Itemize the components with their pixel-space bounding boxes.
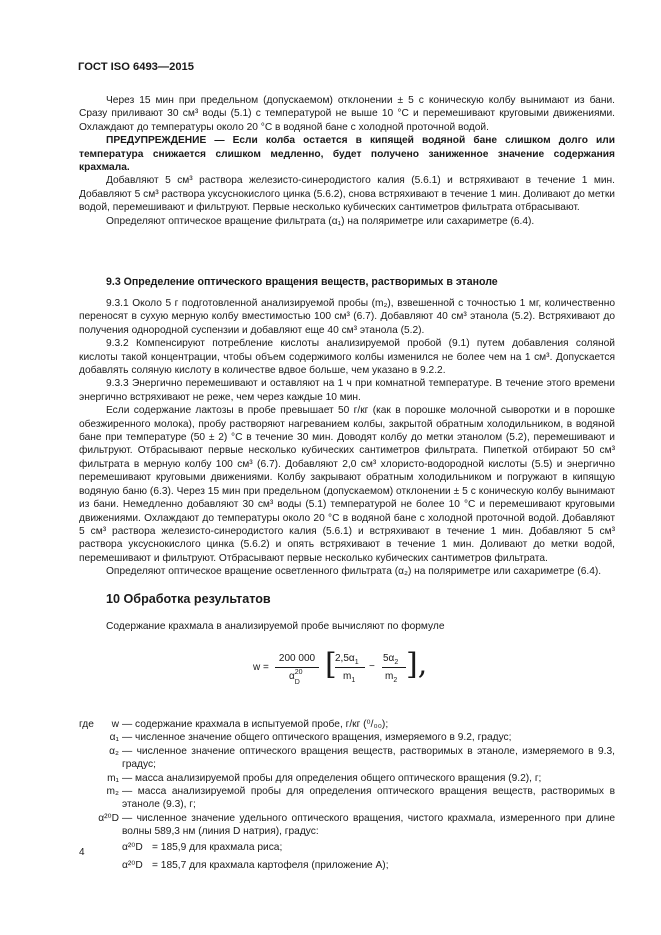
value-row xyxy=(79,859,615,872)
value-row xyxy=(79,841,615,854)
paragraph-9-3-3: 9.3.3 Энергично перемешивают и оставляют на 1 ч при комнатной температуре. В течение этого времени энергично встряхивают не реже, чем через каждые 10 мин. xyxy=(79,378,615,403)
def-symbol: α²⁰D xyxy=(98,812,119,824)
paragraph-lactose: Если содержание лактозы в пробе превышает 50 г/кг (как в порошке молочной сыворотки и в порошке обезжиренного молока), пробу растворяют нагреванием колбы, закрытой обратным холодильником, в водяной бане при температуре (50 ± 2) °С в течение 30 мин. Доводят колбу до метки этанолом (5.2), перемешивают и фильтруют. Отбрасывают первые несколько кубических сантиметров фильтрата. Пипеткой отбирают 50 см³ фильтрата в мерную колбу 100 см³ (6.7). Добавляют 2,0 см³ хлористо-водородной кислоты (5.5) и энергично перемешивают круговыми движениями. Колбу закрывают обратным холодильником и погружают в кипящую водяную баню (6.3). Через 15 мин при предельном (допускаемом) отклонении ± 5 с коническую колбу вынимают из бани. Немедленно добавляют 30 см³ воды (5.1) температурой не более 10 °С и перемешивают круговыми движениями. Охлаждают до температуры около 20 °С в водяной бане с холодной проточной водой. Добавляют 5 см³ раствора железисто-синеродистого калия (5.6.1) и встряхивают в течение 1 мин. Добавляют 5 см³ раствора уксуснокислого цинка (5.6.2) и опять встряхивают в течение 1 мин. Доливают до метки водой, перемешивают и фильтруют. Отбрасывают первые несколько кубических сантиметров фильтрата. xyxy=(79,405,615,564)
def-symbol: w xyxy=(111,719,119,730)
fraction-bar xyxy=(275,667,319,668)
right-bracket: ], xyxy=(406,647,428,682)
def-text: — численное значение удельного оптического вращения, чистого крахмала, измеренного при длине волны 589,3 нм (линия D натрия), градус: xyxy=(122,812,615,838)
formula-minus: − xyxy=(369,661,375,672)
section-9-3-body xyxy=(79,297,615,579)
document-header: ГОСТ ISO 6493—2015 xyxy=(78,61,194,73)
section-heading-10: 10 Обработка результатов xyxy=(106,592,271,606)
fraction-bar xyxy=(335,667,365,668)
definition-row xyxy=(79,745,615,772)
value-text: = 185,7 для крахмала картофеля (приложение А); xyxy=(152,860,389,872)
paragraph: Через 15 мин при предельном (допускаемом) отклонении ± 5 с коническую колбу вынимают из бани. Сразу приливают 30 см³ воды (5.1) с температурой не выше 10 °С и перемешивают круговыми движениями. Охлаждают до температуры около 20 °С в водяной бане с холодной проточной водой. xyxy=(79,95,615,133)
formula-coef-den: α 20 D xyxy=(289,669,303,686)
section-heading-9-3: 9.3 Определение оптического вращения веществ, растворимых в этаноле xyxy=(106,276,498,288)
def-symbol: α₁ xyxy=(109,732,119,744)
definition-row xyxy=(79,812,615,839)
definition-row xyxy=(79,731,615,744)
fraction-bar xyxy=(382,667,406,668)
left-bracket: [ xyxy=(325,647,337,682)
value-symbol: α²⁰D xyxy=(122,860,143,872)
def-text: — масса анализируемой пробы для определения оптического вращения веществ, растворимых в этаноле (9.3), г; xyxy=(122,786,615,811)
paragraph-9-3-1: 9.3.1 Около 5 г подготовленной анализируемой пробы (m₂), взвешенной с точностью 1 мг, количественно переносят в сухую мерную колбу вместимостью 100 см³ (6.7). Добавляют 40 см³ этанола (5.2). Встряхивают до получения однородной суспензии и добавляют еще 40 см³ этанола (5.2). xyxy=(79,298,615,336)
formula-intro: Содержание крахмала в анализируемой пробе вычисляют по формуле xyxy=(106,621,445,632)
paragraph: Добавляют 5 см³ раствора железисто-синеродистого калия (5.6.1) и встряхивают в течение 1 мин. Добавляют 5 см³ раствора уксуснокислого цинка (5.6.2), снова встряхивают в течение 1 мин. Доливают до метки водой, перемешивают и фильтруют. Первые несколько кубических сантиметров фильтрата отбрасывают. xyxy=(79,175,615,214)
value-text: = 185,9 для крахмала риса; xyxy=(152,841,283,853)
term1-num: $2,5\alpha_1$ xyxy=(335,653,359,666)
def-symbol: m₂ xyxy=(106,786,119,798)
definition-row xyxy=(79,772,615,785)
term2-num: $5\alpha_2$ xyxy=(383,653,399,666)
formula-coef-num: 200 000 xyxy=(278,653,316,664)
paragraph-9-3-2: 9.3.2 Компенсируют потребление кислоты анализируемой пробой (9.1) путем добавления соляной кислоты такой концентрации, чтобы объем содержимого колбы изменился не более чем на 1 см³. Допускается добавлять соляную кислоту в количестве вдвое больше, чем указано в 9.2.2. xyxy=(79,338,615,377)
formula-lhs: w = xyxy=(253,662,269,673)
def-symbol: α₂ xyxy=(109,745,119,757)
term1-den: $m_1$ xyxy=(343,671,356,684)
def-text: — содержание крахмала в испытуемой пробе, г/кг (⁰/₀₀); xyxy=(122,719,389,730)
variable-definitions xyxy=(79,718,615,872)
def-text: — численное значение оптического вращения веществ, растворимых в этаноле, измеряемого в 9.3, градус; xyxy=(122,745,615,771)
def-symbol: m₁ xyxy=(107,772,119,784)
def-text: — численное значение общего оптического вращения, измеряемого в 9.2, градус; xyxy=(122,732,512,744)
term2-den: $m_2$ xyxy=(385,671,398,684)
page-number: 4 xyxy=(79,847,85,858)
value-symbol: α²⁰D xyxy=(122,841,143,853)
paragraph: Определяют оптическое вращение фильтрата (α₁) на поляриметре или сахариметре (6.4). xyxy=(106,215,535,227)
top-paragraphs xyxy=(79,94,615,228)
paragraph-rotation-2: Определяют оптическое вращение осветленного фильтрата (α₂) на поляриметре или сахариметре (6.4). xyxy=(106,566,602,578)
def-text: — масса анализируемой пробы для определения общего оптического вращения (9.2), г; xyxy=(122,772,542,784)
definition-row xyxy=(79,785,615,812)
definition-row: где w — содержание крахмала в испытуемой пробе, г/кг (⁰/₀₀); xyxy=(79,718,615,731)
warning-paragraph: ПРЕДУПРЕЖДЕНИЕ — Если колба остается в кипящей водяной бане слишком долго или температура снижается слишком медленно, будет получено заниженное значение содержания крахмала. xyxy=(79,135,615,174)
